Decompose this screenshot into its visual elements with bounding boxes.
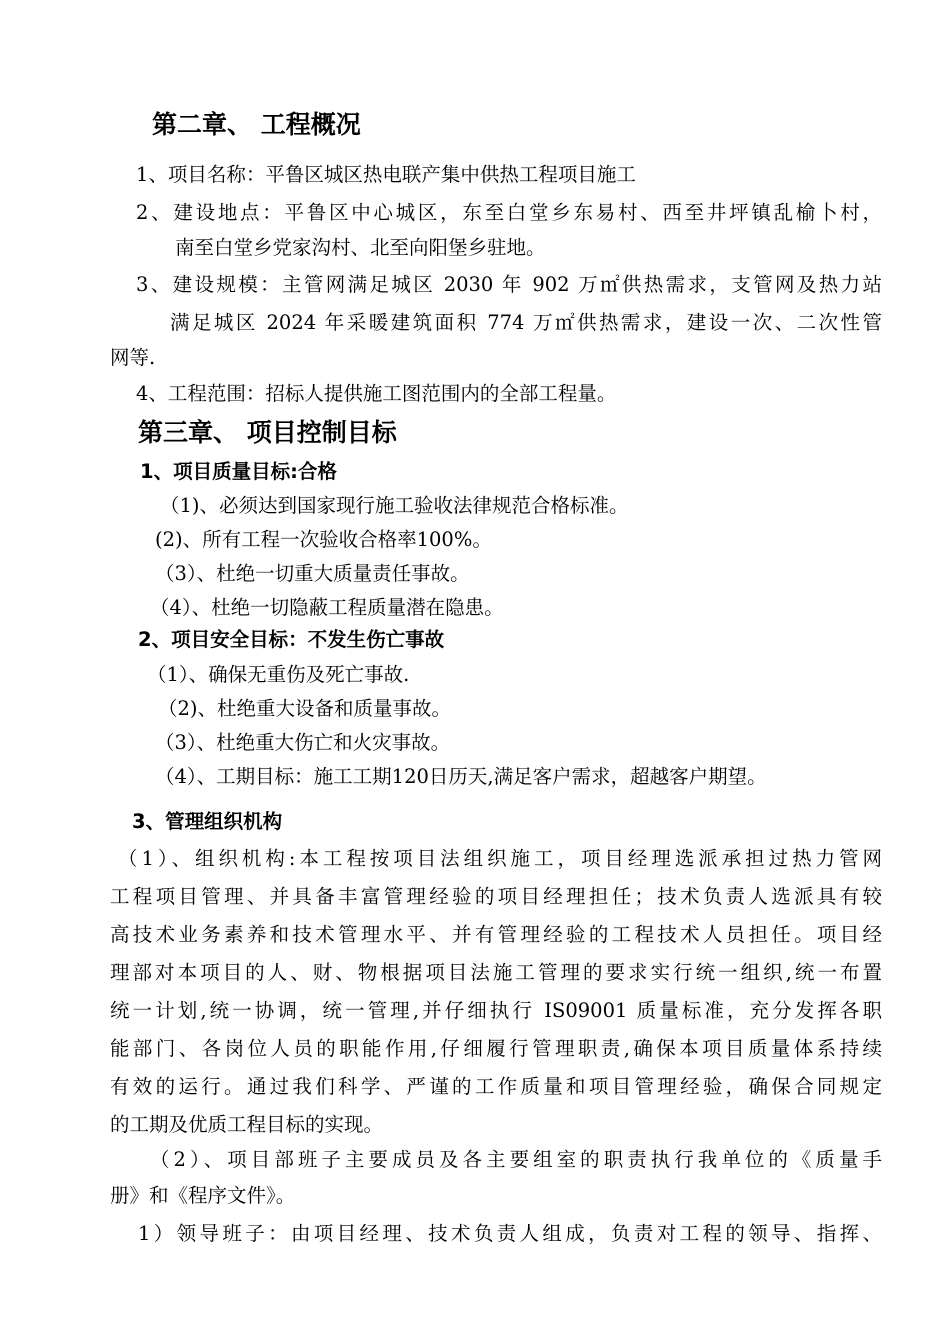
org-paragraph2-line: （2）、项目部班子主要成员及各主要组室的职责执行我单位的《质量手 [150,1148,882,1171]
org-paragraph-line: 工程项目管理、并具备丰富管理经验的项目经理担任；技术负责人选派具有较 [110,885,882,908]
chapter2-item-scale-cont2: 网等. [110,346,156,369]
chapter2-item-scope: 4、工程范围：招标人提供施工图范围内的全部工程量。 [136,382,617,405]
org-structure-heading: 3、管理组织机构 [132,810,283,833]
safety-item: （1）、确保无重伤及死亡事故. [147,663,410,686]
chapter2-item-project-name: 1、项目名称：平鲁区城区热电联产集中供热工程项目施工 [136,163,636,186]
chapter2-item-scale: 3、建设规模：主管网满足城区 2030 年 902 万㎡供热需求，支管网及热力站 [136,273,882,296]
chapter2-item-scale-cont: 满足城区 2024 年采暖建筑面积 774 万㎡供热需求，建设一次、二次性管 [170,311,882,334]
chapter2-title: 第二章、 工程概况 [152,110,361,139]
org-paragraph-line: 能部门、各岗位人员的职能作用,仔细履行管理职责,确保本项目质量体系持续 [110,1037,882,1060]
org-paragraph-line: 高技术业务素养和技术管理水平、并有管理经验的工程技术人员担任。项目经 [110,923,882,946]
chapter2-item-location: 2、建设地点：平鲁区中心城区，东至白堂乡东易村、西至井坪镇乱榆卜村， [136,201,882,224]
org-paragraph-line: 理部对本项目的人、财、物根据项目法施工管理的要求实行统一组织,统一布置 [110,961,882,984]
org-paragraph2-line: 册》和《程序文件》。 [110,1184,296,1207]
quality-item: （3）、杜绝一切重大质量责任事故。 [155,562,470,585]
chapter2-item-location-cont: 南至白堂乡党家沟村、北至向阳堡乡驻地。 [175,236,546,259]
org-paragraph-line: （1）、组织机构:本工程按项目法组织施工，项目经理选派承担过热力管网 [118,847,882,870]
chapter3-title: 第三章、 项目控制目标 [138,418,397,447]
safety-item: （2)、杜绝重大设备和质量事故。 [158,697,452,720]
org-paragraph-line: 的工期及优质工程目标的实现。 [110,1113,384,1136]
org-paragraph-line: 有效的运行。通过我们科学、严谨的工作质量和项目管理经验，确保合同规定 [110,1075,882,1098]
org-paragraph-line: 统一计划,统一协调，统一管理,并仔细执行 IS09001 质量标准，充分发挥各职 [110,999,882,1022]
quality-target-heading: 1、项目质量目标:合格 [140,460,337,483]
quality-item: （4）、杜绝一切隐蔽工程质量潜在隐患。 [150,596,504,619]
safety-target-heading: 2、项目安全目标：不发生伤亡事故 [138,628,445,651]
leadership-team-line: 1）领导班子：由项目经理、技术负责人组成，负责对工程的领导、指挥、 [138,1222,882,1245]
quality-item: （1)、必须达到国家现行施工验收法律规范合格标准。 [160,494,629,517]
safety-item: （4）、工期目标：施工工期120日历天,满足客户需求，超越客户期望。 [155,765,767,788]
safety-item: （3）、杜绝重大伤亡和火灾事故。 [155,731,451,754]
quality-item: (2)、所有工程一次验收合格率100%。 [155,528,492,551]
